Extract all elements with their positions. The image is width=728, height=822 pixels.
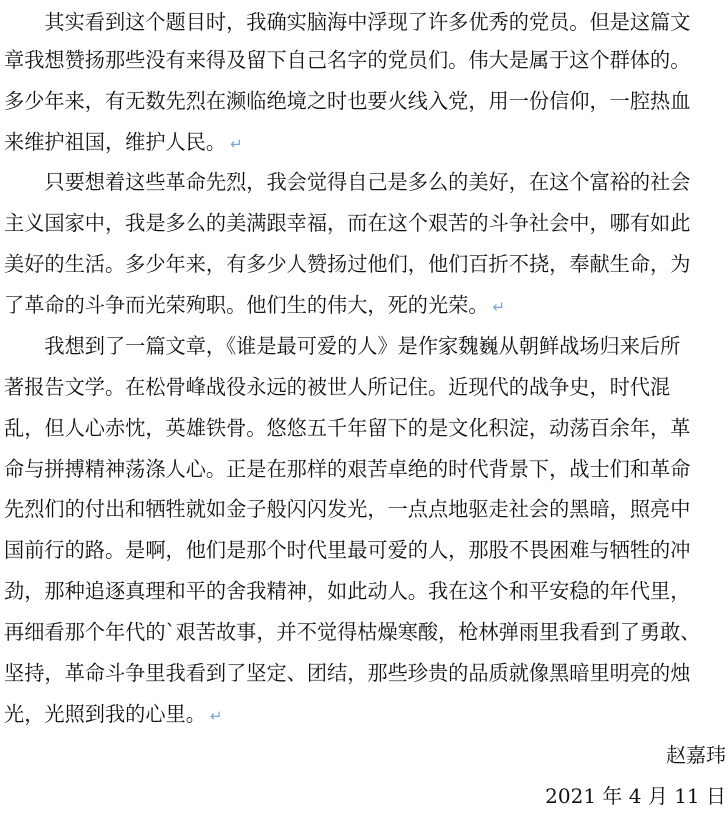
paragraph-1-line-3: 多少年来，有无数先烈在濒临绝境之时也要火线入党，用一份信仰，一腔热血: [4, 89, 691, 113]
paragraph-3-line-5: 先烈们的付出和牺牲就如金子般闪闪发光，一点点地驱走社会的黑暗，照亮中: [4, 497, 691, 521]
signature-date: 2021 年 4 月 11 日: [545, 784, 726, 808]
paragraph-2-line-2: 主义国家中，我是多么的美满跟幸福，而在这个艰苦的斗争社会中，哪有如此: [4, 211, 691, 235]
paragraph-mark-icon: ↵: [209, 707, 223, 725]
paragraph-3-line-3: 乱，但人心赤忱，英雄铁骨。悠悠五千年留下的是文化积淀，动荡百余年，革: [4, 416, 691, 440]
paragraph-3-line-6: 国前行的路。是啊，他们是那个时代里最可爱的人，那股不畏困难与牺牲的冲: [4, 538, 691, 562]
paragraph-mark-icon: ↵: [230, 135, 243, 153]
paragraph-1-line-1: 其实看到这个题目时，我确实脑海中浮现了许多优秀的党员。但是这篇文: [4, 10, 691, 34]
paragraph-2-line-4: [4, 290, 505, 320]
paragraph-1-line-2: 章我想赞扬那些没有来得及留下自己名字的党员们。伟大是属于这个群体的。: [4, 48, 691, 72]
paragraph-3-line-10: [4, 699, 222, 729]
paragraph-2-line-3: 美好的生活。多少年来，有多少人赞扬过他们，他们百折不挠，奉献生命，为: [4, 252, 691, 276]
paragraph-3-line-2: 著报告文学。在松骨峰战役永远的被世人所记住。近现代的战争史，时代混: [4, 375, 671, 399]
paragraph-2-line-1: 只要想着这些革命先烈，我会觉得自己是多么的美好，在这个富裕的社会: [4, 170, 691, 194]
paragraph-mark-icon: ↵: [492, 298, 506, 316]
paragraph-3-line-1: 我想到了一篇文章，《谁是最可爱的人》是作家魏巍从朝鲜战场归来后所: [4, 334, 681, 358]
paragraph-1-line-4: [4, 127, 243, 157]
signature-author: 赵嘉玮: [666, 743, 726, 767]
paragraph-3-line-9: 坚持，革命斗争里我看到了坚定、团结，那些珍贵的品质就像黑暗里明亮的烛: [4, 661, 691, 685]
paragraph-3-line-10-text: 光，光照到我的心里。: [4, 702, 206, 726]
paragraph-2-line-4-text: 了革命的斗争而光荣殉职。他们生的伟大，死的光荣。: [4, 293, 489, 317]
paragraph-3-line-7: 劲，那种追逐真理和平的舍我精神，如此动人。我在这个和平安稳的年代里，: [4, 579, 691, 603]
paragraph-3-line-4: 命与拼搏精神荡涤人心。正是在那样的艰苦卓绝的时代背景下，战士们和革命: [4, 457, 691, 481]
paragraph-3-line-8: 再细看那个年代的`艰苦故事，并不觉得枯燥寒酸，枪林弹雨里我看到了勇敢、: [4, 620, 701, 644]
paragraph-1-line-4-text: 来维护祖国，维护人民。: [4, 130, 227, 154]
